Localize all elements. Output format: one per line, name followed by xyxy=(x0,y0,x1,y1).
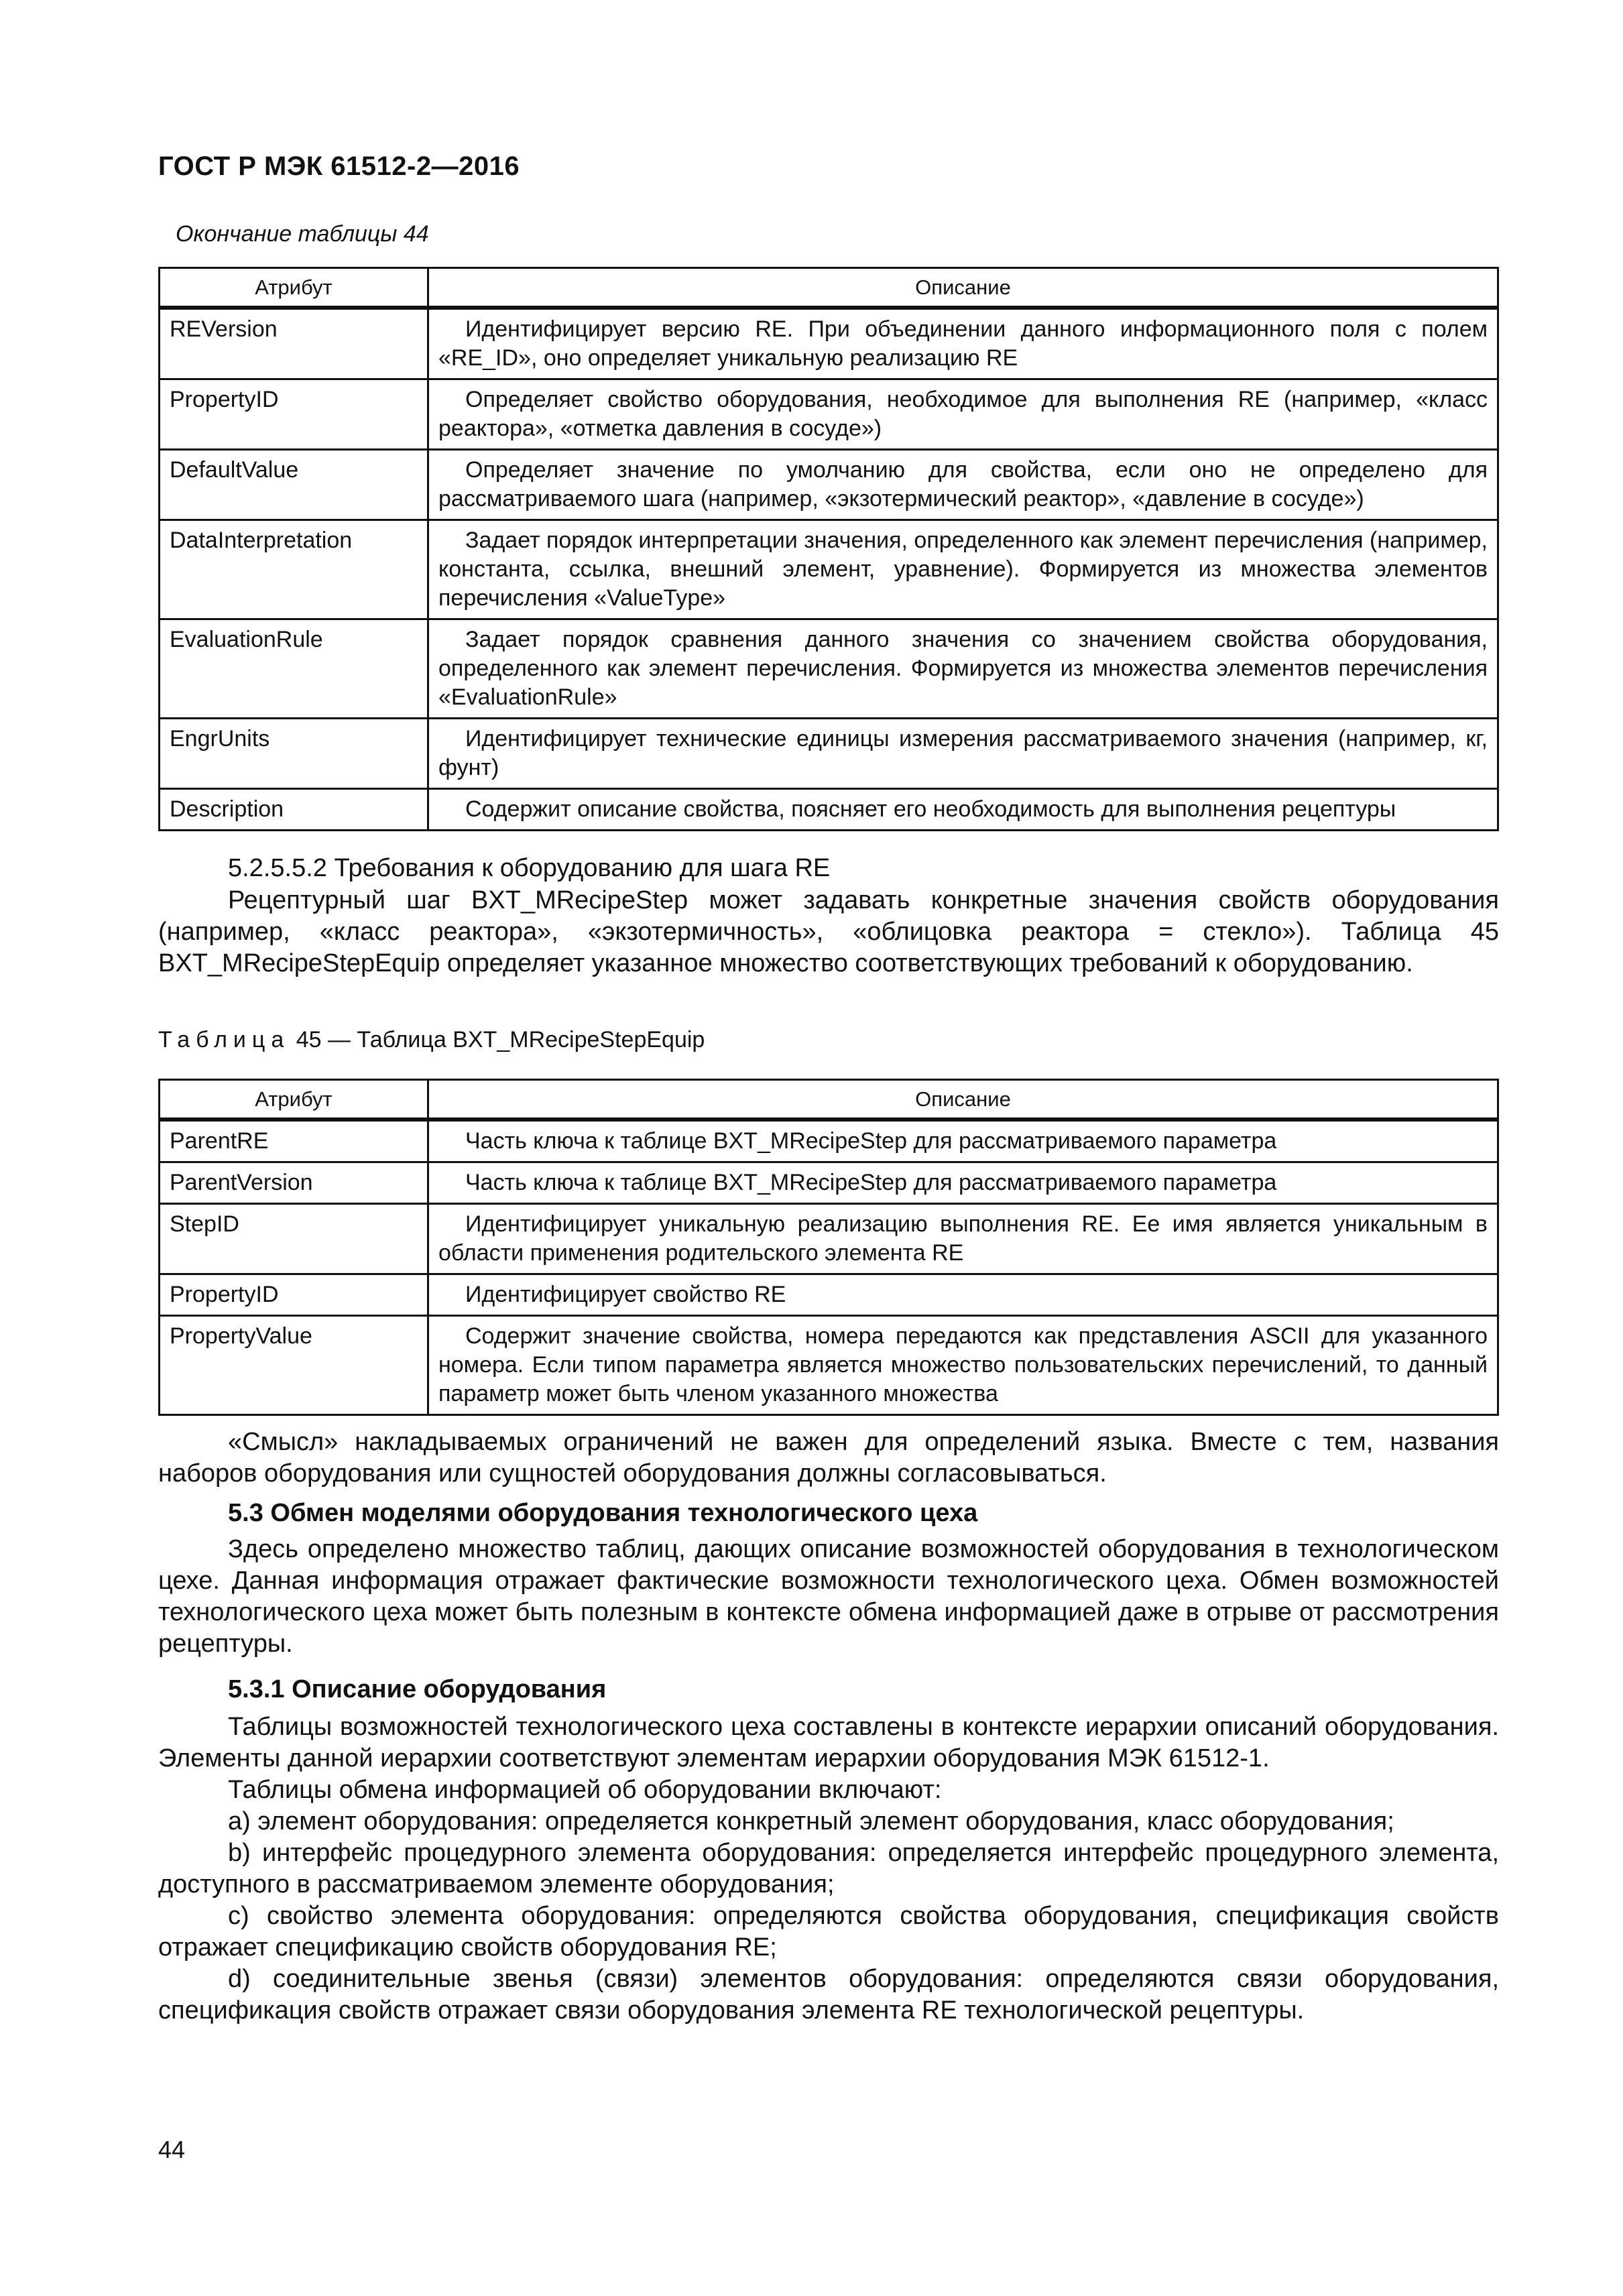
section-5-3-1-heading: 5.3.1 Описание оборудования xyxy=(228,1675,607,1703)
column-header-description: Описание xyxy=(428,1080,1498,1120)
table-row xyxy=(160,619,1498,719)
attribute-cell: StepID xyxy=(160,1204,428,1274)
description-cell: Часть ключа к таблице BXT_MRecipeStep для рассматриваемого параметра xyxy=(428,1120,1498,1162)
list-item: d) соединительные звенья (связи) элементов оборудования: определяются связи оборудования, спецификация свойств отражает связи оборудования элемента RE технологической рецептуры. xyxy=(158,1965,1499,2025)
list-item: b) интерфейс процедурного элемента оборудования: определяется интерфейс процедурного элемента, доступного в рассматриваемом элементе оборудования; xyxy=(158,1839,1499,1898)
attribute-cell: DataInterpretation xyxy=(160,520,428,619)
attribute-cell: PropertyID xyxy=(160,379,428,450)
table-row xyxy=(160,1162,1498,1204)
attribute-cell: EngrUnits xyxy=(160,719,428,789)
section-5-2-5-5-2-heading: 5.2.5.5.2 Требования к оборудованию для шага RE xyxy=(228,854,831,882)
attribute-cell: DefaultValue xyxy=(160,450,428,520)
column-header-attribute: Атрибут xyxy=(160,268,428,308)
table-header-row xyxy=(160,1080,1498,1120)
attribute-cell: EvaluationRule xyxy=(160,619,428,719)
table-row xyxy=(160,520,1498,619)
attribute-cell: ParentRE xyxy=(160,1120,428,1162)
description-cell: Содержит значение свойства, номера передаются как представления ASCII для указанного номера. Если типом параметра является множество пользовательских перечислений, то данный параметр может быть членом указанного множества xyxy=(428,1316,1498,1415)
column-header-description: Описание xyxy=(428,268,1498,308)
description-cell: Идентифицирует уникальную реализацию выполнения RE. Ее имя является уникальным в области применения родительского элемента RE xyxy=(428,1204,1498,1274)
section-5-3-paragraph: Здесь определено множество таблиц, дающих описание возможностей оборудования в технологическом цехе. Данная информация отражает фактические возможности технологического цеха. Обмен возможностей технологического цеха может быть полезным в контексте обмена информацией даже в отрыве от рассмотрения рецептуры. xyxy=(158,1535,1499,1658)
table-row xyxy=(160,308,1498,379)
table44-continuation-label: Окончание таблицы 44 xyxy=(176,221,429,247)
table-44 xyxy=(158,267,1499,831)
attribute-cell: ParentVersion xyxy=(160,1162,428,1204)
attribute-cell: REVersion xyxy=(160,308,428,379)
table-row xyxy=(160,450,1498,520)
list-item: a) элемент оборудования: определяется конкретный элемент оборудования, класс оборудования; xyxy=(228,1807,1394,1835)
description-cell: Определяет значение по умолчанию для свойства, если оно не определено для рассматриваемого шага (например, «экзотермический реактор», «давление в сосуде») xyxy=(428,450,1498,520)
description-cell: Задает порядок сравнения данного значения со значением свойства оборудования, определенного как элемент перечисления. Формируется из множества элементов перечисления «EvaluationRule» xyxy=(428,619,1498,719)
table-45 xyxy=(158,1079,1499,1416)
table45-caption-title: 45 — Таблица BXT_MRecipeStepEquip xyxy=(290,1027,705,1052)
table-row xyxy=(160,719,1498,789)
table-row xyxy=(160,379,1498,450)
table-row xyxy=(160,1204,1498,1274)
description-cell: Содержит описание свойства, поясняет его необходимость для выполнения рецептуры xyxy=(428,789,1498,831)
section-5-3-1-paragraph-1: Таблицы возможностей технологического цеха составлены в контексте иерархии описаний оборудования. Элементы данной иерархии соответствуют элементам иерархии оборудования МЭК 61512-1. xyxy=(158,1713,1499,1772)
section-5-2-5-5-2-paragraph: Рецептурный шаг BXT_MRecipeStep может задавать конкретные значения свойств оборудования (например, «класс реактора», «экзотермичность», «облицовка реактора = стекло»). Таблица 45 BXT_MRecipeStepEquip определяет указанное множество соответствующих требований к оборудованию. xyxy=(158,886,1499,977)
page-number: 44 xyxy=(158,2136,186,2163)
table-row xyxy=(160,1120,1498,1162)
description-cell: Задает порядок интерпретации значения, определенного как элемент перечисления (например, константа, ссылка, внешний элемент, уравнение). Формируется из множества элементов перечисления «ValueType» xyxy=(428,520,1498,619)
attribute-cell: Description xyxy=(160,789,428,831)
table45-caption-prefix: Таблица xyxy=(158,1027,290,1052)
table45-caption xyxy=(158,1027,705,1053)
column-header-attribute: Атрибут xyxy=(160,1080,428,1120)
description-cell: Определяет свойство оборудования, необходимое для выполнения RE (например, «класс реактора», «отметка давления в сосуде») xyxy=(428,379,1498,450)
attribute-cell: PropertyID xyxy=(160,1274,428,1316)
list-item: c) свойство элемента оборудования: определяются свойства оборудования, спецификация свойств отражает спецификацию свойств оборудования RE; xyxy=(158,1902,1499,1961)
description-cell: Часть ключа к таблице BXT_MRecipeStep для рассматриваемого параметра xyxy=(428,1162,1498,1204)
section-5-3-heading: 5.3 Обмен моделями оборудования технологического цеха xyxy=(228,1499,978,1527)
attribute-cell: PropertyValue xyxy=(160,1316,428,1415)
description-cell: Идентифицирует технические единицы измерения рассматриваемого значения (например, кг, фунт) xyxy=(428,719,1498,789)
section-5-3-1-paragraph-2: Таблицы обмена информацией об оборудовании включают: xyxy=(228,1776,942,1804)
description-cell: Идентифицирует версию RE. При объединении данного информационного поля с полем «RE_ID», оно определяет уникальную реализацию RE xyxy=(428,308,1498,379)
table-row xyxy=(160,1274,1498,1316)
table-row xyxy=(160,789,1498,831)
table-row xyxy=(160,1316,1498,1415)
table-header-row xyxy=(160,268,1498,308)
note-paragraph: «Смысл» накладываемых ограничений не важен для определений языка. Вместе с тем, названия наборов оборудования или сущностей оборудования должны согласовываться. xyxy=(158,1428,1499,1488)
description-cell: Идентифицирует свойство RE xyxy=(428,1274,1498,1316)
standard-title: ГОСТ Р МЭК 61512-2—2016 xyxy=(158,152,520,181)
